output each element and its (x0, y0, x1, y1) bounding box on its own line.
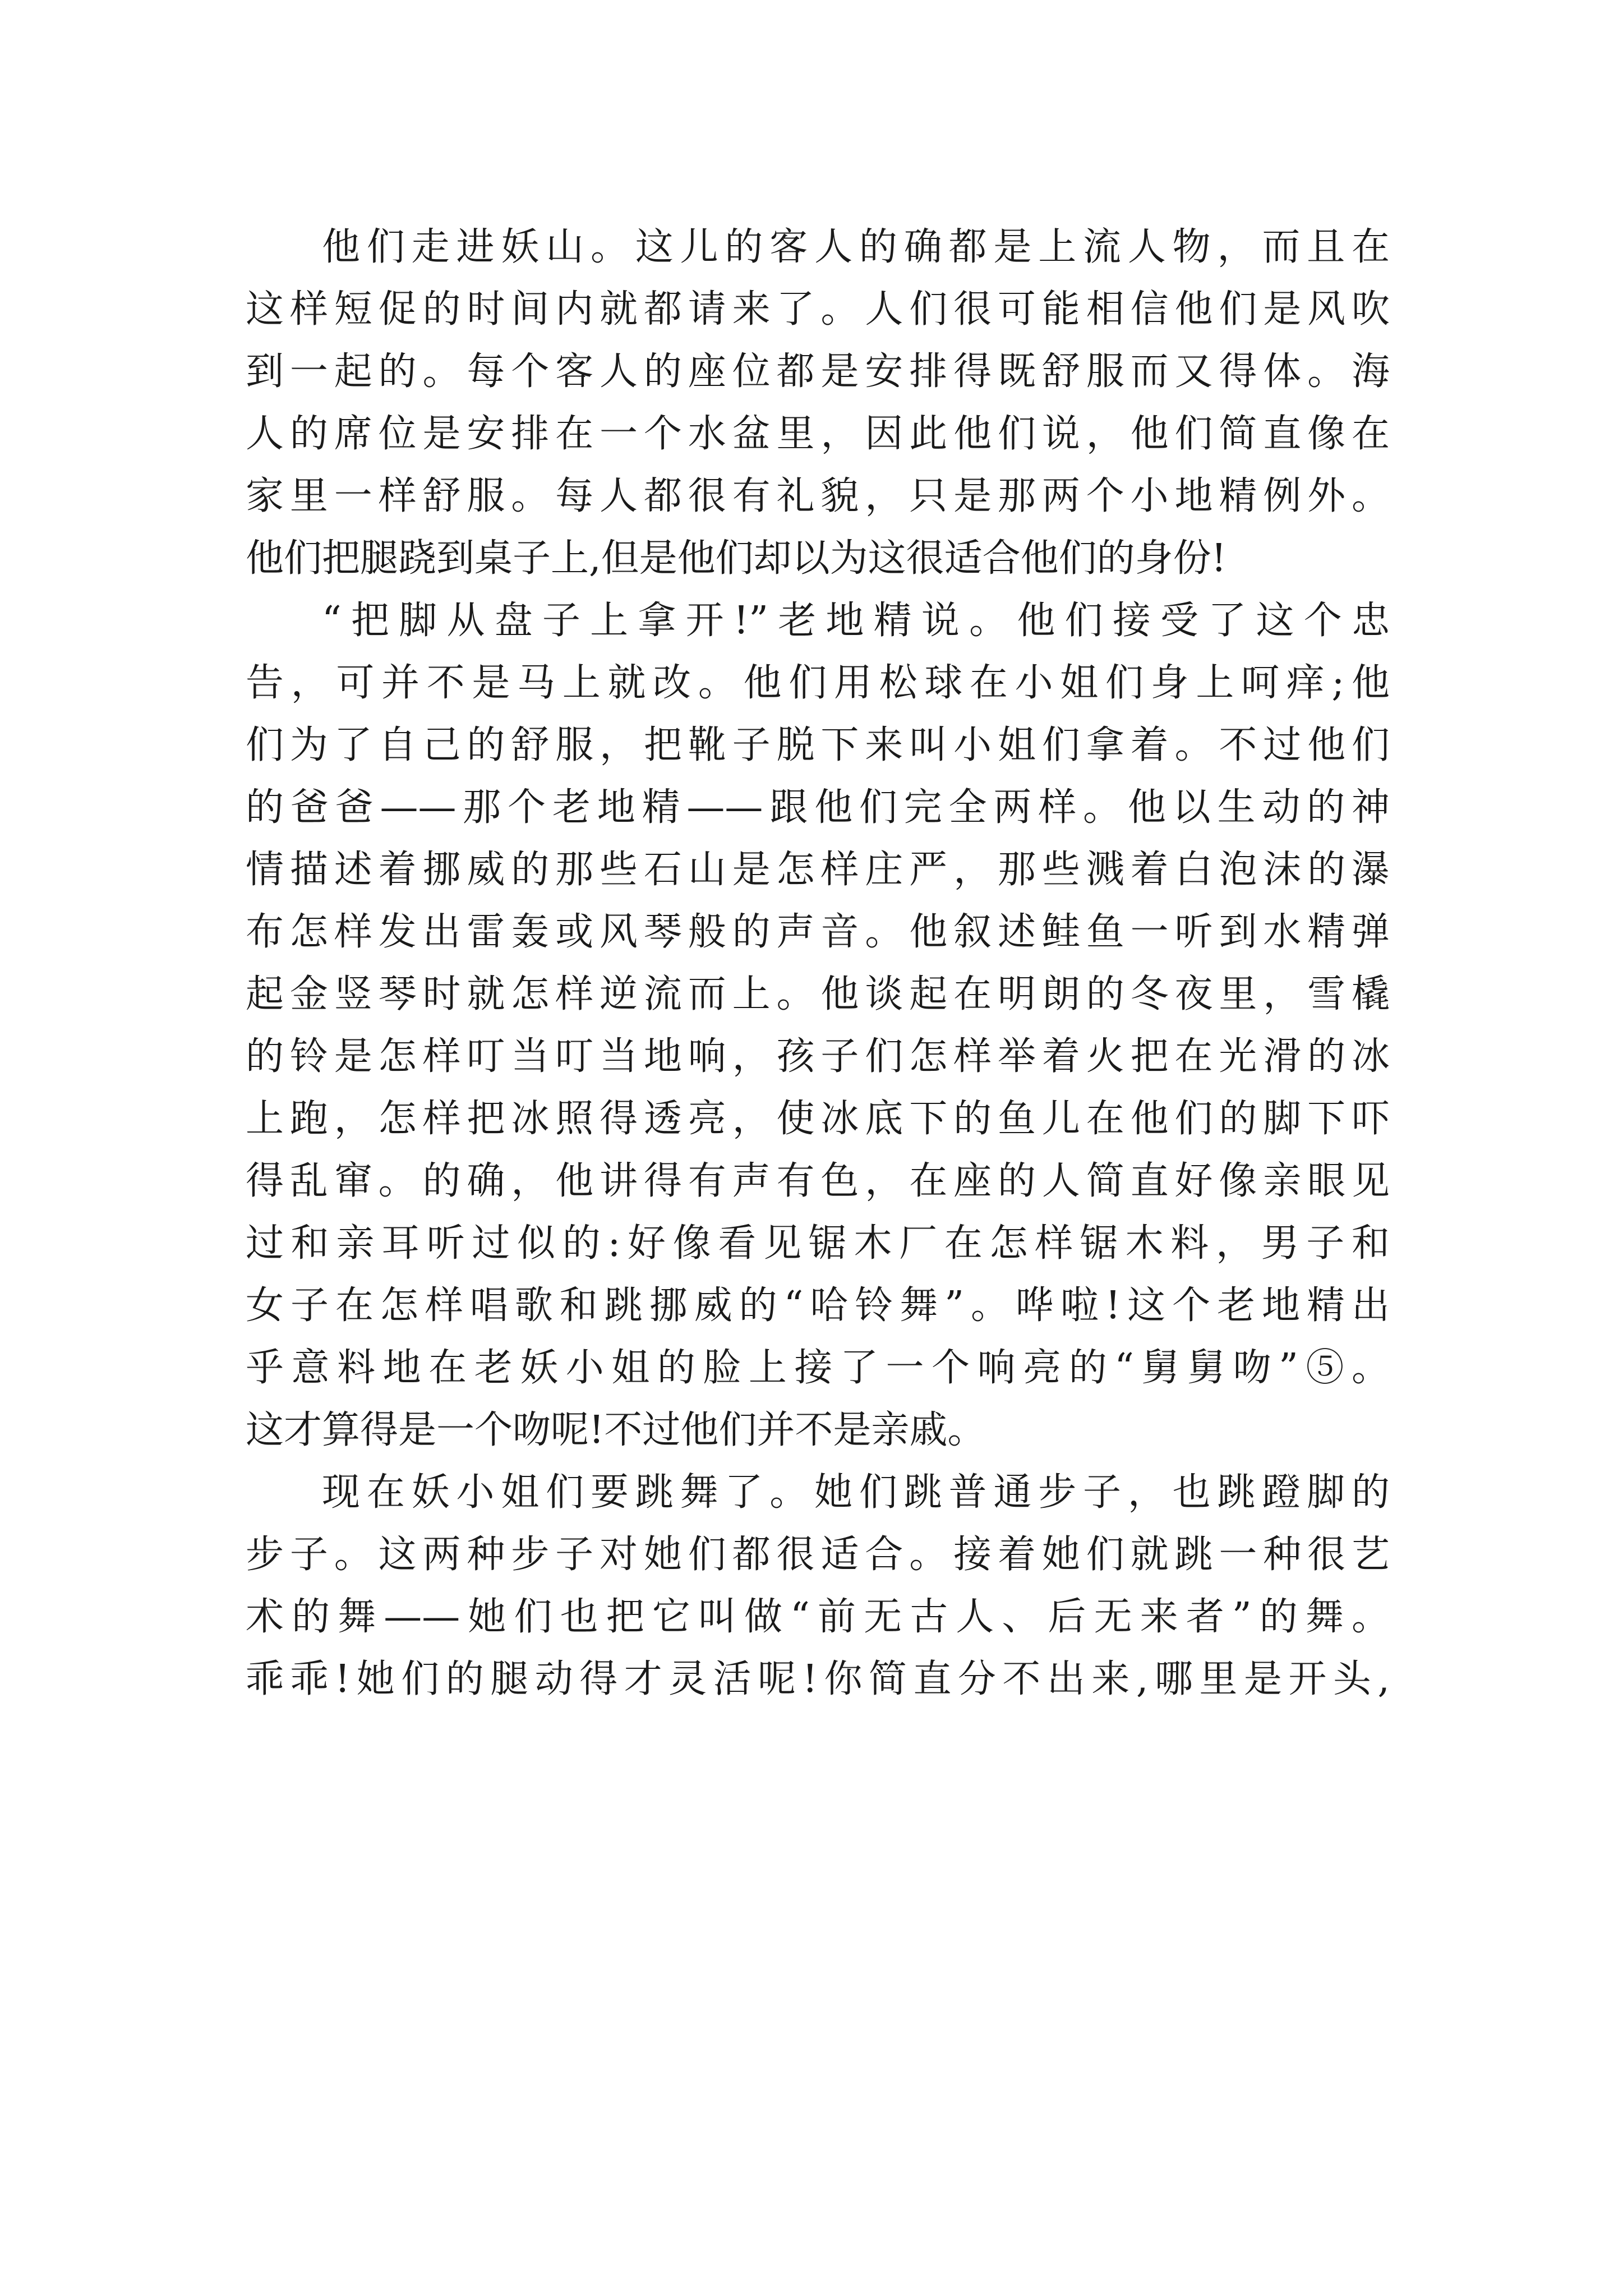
text-line: 得乱窜。的确，他讲得有声有色，在座的人简直好像亲眼见 (246, 1159, 1390, 1203)
text-line: 起金竖琴时就怎样逆流而上。他谈起在明朗的冬夜里，雪橇 (246, 972, 1390, 1016)
text-line: 他们走进妖山。这儿的客人的确都是上流人物，而且在 (322, 225, 1390, 269)
text-line: 过和亲耳听过似的:好像看见锯木厂在怎样锯木料，男子和 (246, 1221, 1390, 1266)
text-line: 们为了自己的舒服，把靴子脱下来叫小姐们拿着。不过他们 (246, 723, 1390, 767)
text-line: 的爸爸——那个老地精——跟他们完全两样。他以生动的神 (246, 785, 1390, 830)
text-line: 乎意料地在老妖小姐的脸上接了一个响亮的“舅舅吻”⑤。 (246, 1346, 1390, 1390)
text-line: 的铃是怎样叮当叮当地响，孩子们怎样举着火把在光滑的冰 (246, 1034, 1390, 1079)
paragraph-1 (246, 216, 1390, 590)
text-line: 情描述着挪威的那些石山是怎样庄严，那些溅着白泡沫的瀑 (246, 848, 1390, 892)
text-line: 告，可并不是马上就改。他们用松球在小姐们身上呵痒;他 (246, 661, 1390, 705)
text-line: 这才算得是一个吻呢!不过他们并不是亲戚。 (246, 1408, 986, 1452)
text-line: 家里一样舒服。每人都很有礼貌，只是那两个小地精例外。 (246, 474, 1390, 518)
text-line: 步子。这两种步子对她们都很适合。接着她们就跳一种很艺 (246, 1533, 1390, 1577)
text-line: 这样短促的时间内就都请来了。人们很可能相信他们是风吹 (246, 287, 1390, 332)
text-line: 术的舞——她们也把它叫做“前无古人、后无来者”的舞。 (246, 1595, 1390, 1639)
text-line: 他们把腿跷到桌子上,但是他们却以为这很适合他们的身份! (246, 536, 1227, 581)
text-line: “把脚从盘子上拿开!”老地精说。他们接受了这个忠 (322, 599, 1390, 643)
text-line: 女子在怎样唱歌和跳挪威的“哈铃舞”。哗啦!这个老地精出 (246, 1283, 1390, 1328)
text-line: 人的席位是安排在一个水盆里，因此他们说，他们简直像在 (246, 412, 1390, 456)
text-line: 乖乖!她们的腿动得才灵活呢!你简直分不出来,哪里是开头, (246, 1657, 1390, 1701)
text-line: 现在妖小姐们要跳舞了。她们跳普通步子，也跳蹬脚的 (322, 1470, 1390, 1515)
text-line: 上跑，怎样把冰照得透亮，使冰底下的鱼儿在他们的脚下吓 (246, 1097, 1390, 1141)
paragraph-2 (246, 590, 1390, 1461)
body-text (246, 216, 1390, 1710)
text-line: 布怎样发出雷轰或风琴般的声音。他叙述鲑鱼一听到水精弹 (246, 910, 1390, 954)
text-line: 到一起的。每个客人的座位都是安排得既舒服而又得体。海 (246, 349, 1390, 394)
paragraph-3 (246, 1461, 1390, 1710)
